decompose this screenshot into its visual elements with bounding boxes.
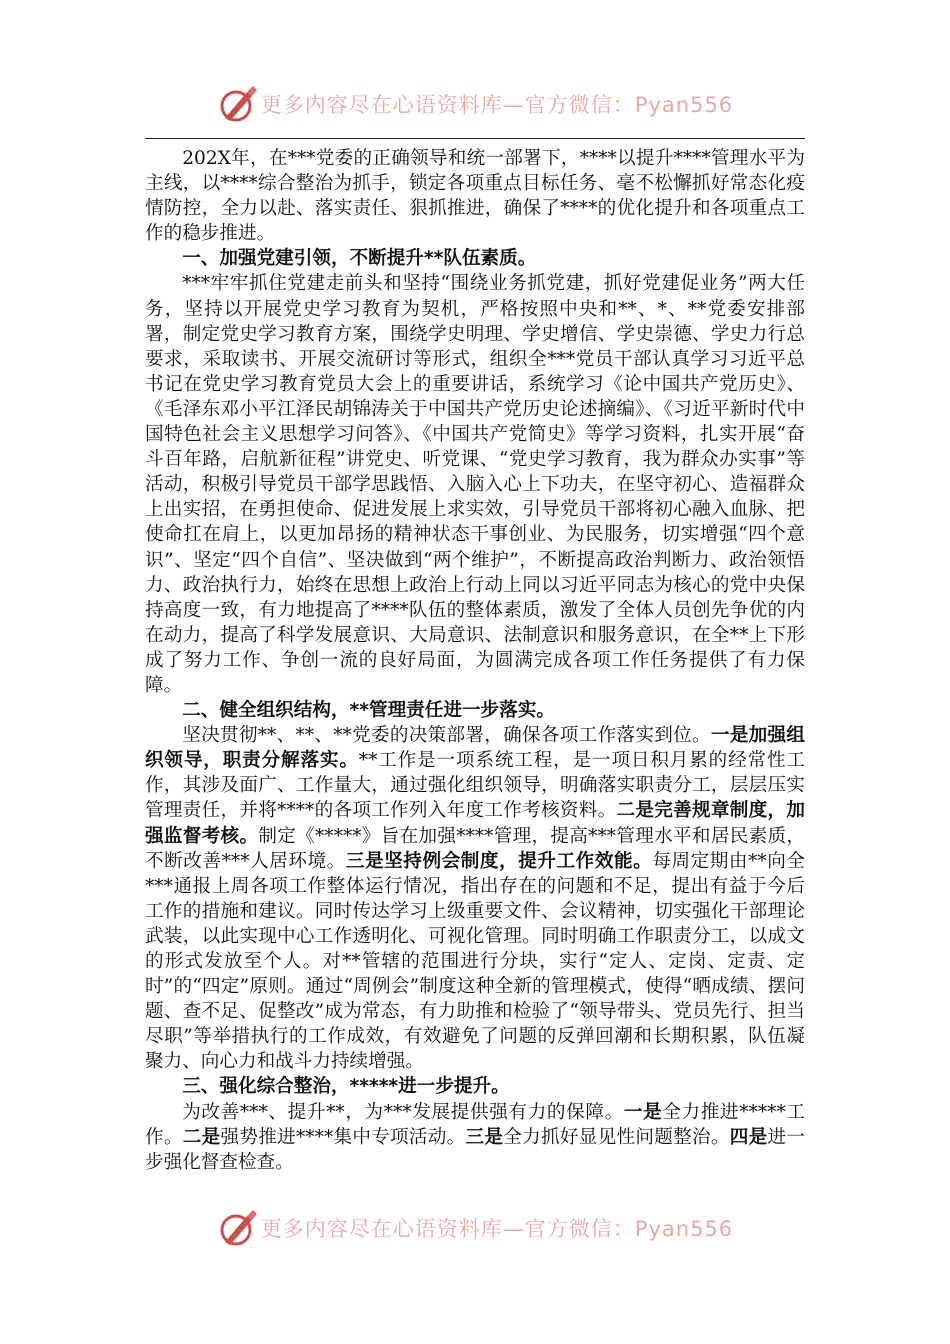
section-2-paragraph: [145, 723, 805, 1074]
section-1-paragraph: ***牢牢抓住党建走前头和坚持“围绕业务抓党建，抓好党建促业务”两大任务，坚持以开展党史学习教育为契机，严格按照中央和**、*、**党委安排部署，制定党史学习教育方案，围绕学史明理、学史增信、学史崇德、学史力行总要求，采取读书、开展交流研讨等形式，组织全***党员干部认真学习习近平总书记在党史学习教育党员大会上的重要讲话，系统学习《论中国共产党历史》、《毛泽东邓小平江泽民胡锦涛关于中国共产党历史论述摘编》、《习近平新时代中国特色社会主义思想学习问答》、《中国共产党简史》等学习资料，扎实开展“奋斗百年路，启航新征程”讲党史、听党课、“党史学习教育，我为群众办实事”等活动，积极引导党员干部学思践悟、入脑入心上下功夫，在坚守初心、造福群众上出实招，在勇担使命、促进发展上求实效，引导党员干部将初心融入血脉、把使命扛在肩上，以更加昂扬的精神状态干事创业、为民服务，切实增强“四个意识”、坚定“四个自信”、坚决做到“两个维护”，不断提高政治判断力、政治领悟力、政治执行力，始终在思想上政治上行动上同以习近平同志为核心的党中央保持高度一致，有力地提高了****队伍的整体素质，激发了全体人员创先争优的内在动力，提高了科学发展意识、大局意识、法制意识和服务意识，在全**上下形成了努力工作、争创一流的良好局面，为圆满完成各项工作任务提供了有力保障。: [145, 273, 805, 696]
section-1-heading: 一、加强党建引领，不断提升**队伍素质。: [182, 248, 537, 270]
header-divider: [145, 138, 805, 139]
section-3-bold-1: 一是: [623, 1101, 663, 1123]
section-2-text-1: 坚决贯彻**、**、**党委的决策部署，确保各项工作落实到位。: [182, 725, 711, 747]
section-3-text-4: 全力抓好显见性问题整治。: [503, 1126, 730, 1148]
section-3-bold-4: 四是: [729, 1126, 768, 1148]
section-3-text-3: 强势推进****集中专项活动。: [220, 1126, 466, 1148]
section-3-heading: 三、强化综合整治，*****进一步提升。: [182, 1076, 510, 1098]
pen-logo-icon: [217, 84, 259, 124]
section-3-bold-2: 二是: [182, 1126, 221, 1148]
section-2-text-4: 每周定期由**向全***通报上周各项工作整体运行情况，指出存在的问题和不足，提出有益于今后工作的措施和建议。同时传达学习上级重要文件、会议精神，切实强化干部理论武装，以此实现中心工作透明化、可视化管理。同时明确工作职责分工，以成文的形式发放至个人。对**管辖的范围进行分块，实行“定人、定岗、定责、定时”的“四定”原则。通过“周例会”制度这种全新的管理模式，使得“晒成绩、摆问题、查不足、促整改”成为常态，有力助推和检验了“领导带头、党员先行、担当尽职”等举措执行的工作成效，有效避免了问题的反弹回潮和长期积累，队伍凝聚力、向心力和战斗力持续增强。: [145, 850, 805, 1073]
section-3-bold-3: 三是: [465, 1126, 504, 1148]
footer-banner: [0, 1206, 950, 1250]
header-banner-text[interactable]: 更多内容尽在心语资料库—官方微信：Pyan556: [260, 93, 734, 117]
pen-logo-icon: [217, 1208, 259, 1248]
section-3-text-1: 为改善***、提升**，为***发展提供强有力的保障。: [182, 1101, 624, 1123]
header-banner: [0, 82, 950, 126]
section-2-heading: 二、健全组织结构，**管理责任进一步落实。: [182, 700, 555, 722]
intro-paragraph: 202X年，在***党委的正确领导和统一部署下，****以提升****管理水平为主线，以****综合整治为抓手，锁定各项重点目标任务、毫不松懈抓好常态化疫情防控，全力以赴、落实责任、狠抓推进，确保了****的优化提升和各项重点工作的稳步推进。: [145, 148, 805, 245]
section-3-text-2: 全力推进*****工作。: [145, 1101, 805, 1148]
section-3-text-5: 进一步强化督查检查。: [145, 1126, 805, 1173]
section-3-paragraph: [145, 1100, 805, 1175]
section-2-bold-3: 三是坚持例会制度，提升工作效能。: [345, 850, 653, 872]
section-2-text-3: 制定《*****》旨在加强****管理，提高***管理水平和居民素质，不断改善***人居环境。: [145, 825, 805, 872]
section-2-bold-2: 二是完善规章制度，加强监督考核。: [145, 800, 805, 847]
section-2-bold-1: 一是加强组织领导，职责分解落实。: [145, 725, 805, 772]
section-2-text-2: **工作是一项系统工程，是一项日积月累的经常性工作，其涉及面广、工作量大，通过强化组织领导，明确落实职责分工，层层压实管理责任，并将****的各项工作列入年度工作考核资料。: [145, 750, 805, 822]
footer-banner-text[interactable]: 更多内容尽在心语资料库—官方微信：Pyan556: [260, 1217, 734, 1241]
document-body: [145, 146, 805, 1175]
